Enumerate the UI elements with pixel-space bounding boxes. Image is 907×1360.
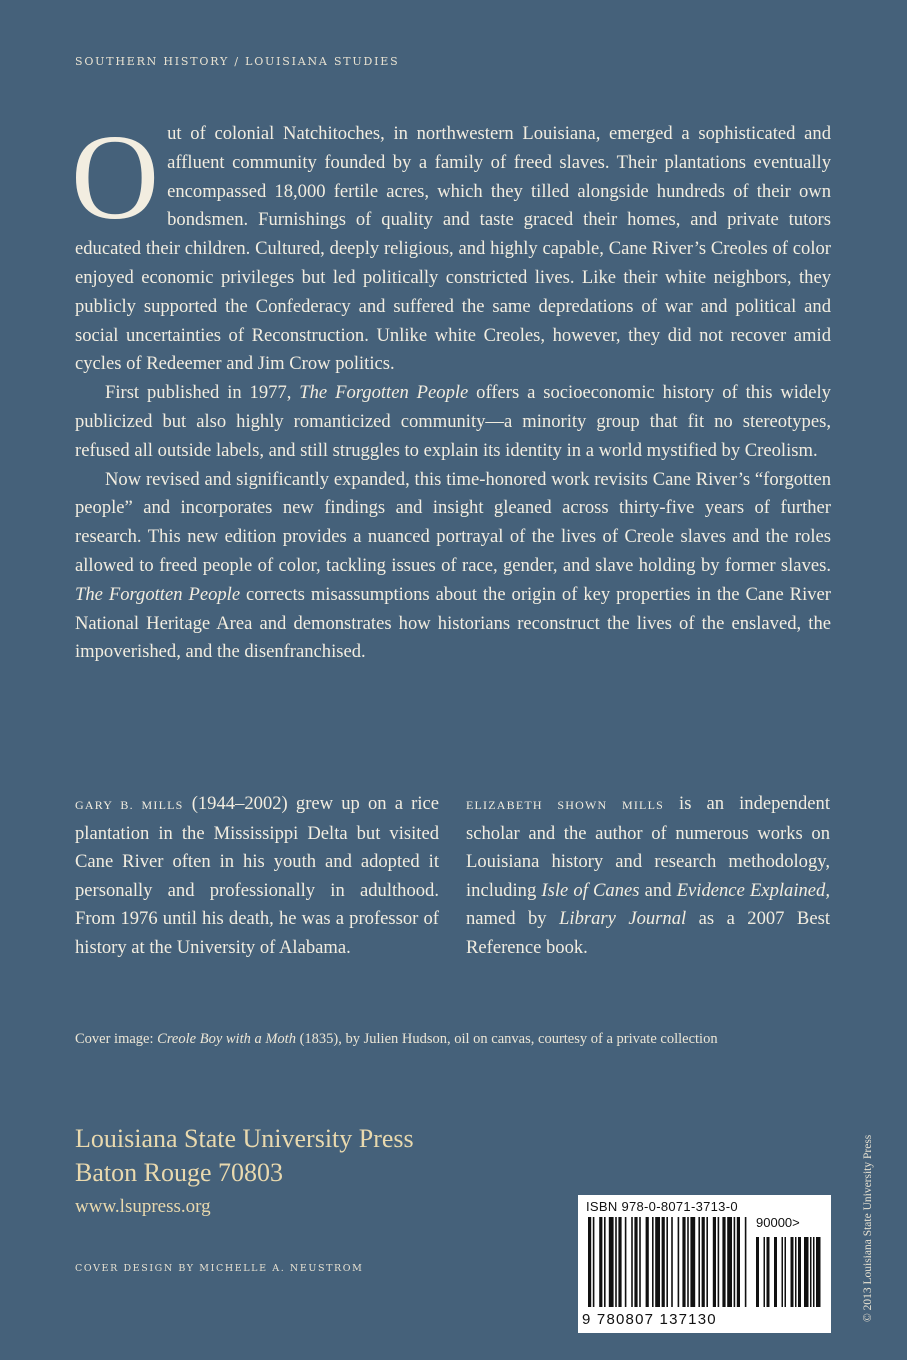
author-bio-gary <box>75 790 439 963</box>
cover-image-credit <box>75 1031 835 1048</box>
publisher-block <box>75 1122 414 1190</box>
publisher-url[interactable]: www.lsupress.org <box>75 1196 211 1217</box>
copyright-notice: © 2013 Louisiana State University Press <box>862 1134 874 1322</box>
publisher-city: Baton Rouge 70803 <box>75 1158 283 1187</box>
publisher-name: Louisiana State University Press <box>75 1124 414 1153</box>
barcode-icon <box>588 1217 824 1311</box>
author-name: GARY B. MILLS <box>75 798 184 812</box>
credit-suffix: (1835), by Julien Hudson, oil on canvas, courtesy of a private collection <box>295 1031 718 1047</box>
book-title-italic: The Forgotten People <box>299 382 469 404</box>
description-paragraph-1 <box>71 110 831 379</box>
author-bio-text: named by <box>466 908 560 930</box>
barcode-digits: 9 780807 137130 <box>582 1311 717 1328</box>
description-p3-b: corrects misassumptions about the origin of key properties in the Cane River National Heritage Area and demonstrates how historians reconstruct the lives of the enslaved, the impoverished, and the disenfranchised. <box>75 583 831 663</box>
book-description <box>71 110 831 667</box>
author-name: ELIZABETH SHOWN MILLS <box>466 798 664 812</box>
credit-prefix: Cover image: <box>75 1031 158 1047</box>
drop-cap: O <box>71 110 160 245</box>
author-bio-elizabeth <box>466 790 830 963</box>
book-title-italic: The Forgotten People <box>75 583 241 605</box>
work-title: Library Journal <box>559 908 687 930</box>
description-paragraph-2 <box>75 379 831 465</box>
description-p1-text: ut of colonial Natchitoches, in northwestern Louisiana, emerged a sophisticated and affluent community founded by a family of freed slaves. Their plantations eventually encompassed 18,000 fertile acres, which they tilled alongside hundreds of their own bondsmen. Furnishings of quality and taste graced their homes, and private tutors educated their children. Cultured, deeply religious, and highly capable, Cane River’s Creoles of color enjoyed economic privileges but led politically constricted lives. Like their white neighbors, they publicly supported the Confederacy and suffered the same depredations of war and political and social uncertainties of Reconstruction. Unlike white Creoles, however, they did not recover amid cycles of Redeemer and Jim Crow politics. <box>75 123 831 375</box>
author-bio-text: is an independent scholar and the author of numerous works on Louisiana history and research methodology, including <box>466 793 830 901</box>
isbn-barcode <box>578 1195 831 1333</box>
author-bio-text: and <box>639 879 677 901</box>
cover-design-credit: COVER DESIGN BY MICHELLE A. NEUSTROM <box>75 1263 364 1274</box>
author-bio-text: as a 2007 Best Reference book. <box>466 908 830 958</box>
price-addon-text: 90000> <box>756 1215 800 1230</box>
isbn-text: ISBN 978-0-8071-3713-0 <box>586 1199 738 1214</box>
description-p2-b: offers a socioeconomic history of this widely publicized but also highly romanticized community—a minority group that fit no stereotypes, refused all outside labels, and still struggles to explain its identity in a world mystified by Creolism. <box>75 382 831 461</box>
work-title: Evidence Explained, <box>676 879 831 901</box>
category-label: SOUTHERN HISTORY / LOUISIANA STUDIES <box>75 55 400 68</box>
painting-title: Creole Boy with a Moth <box>157 1031 296 1047</box>
description-p3-a: Now revised and significantly expanded, this time-honored work revisits Cane River’s “forgotten people” and incorporates new findings and insight gleaned across thirty-five years of further research. This new edition provides a nuanced portrayal of the lives of Creole slaves and the roles allowed to freed people of color, tackling issues of race, gender, and slave holding by former slaves. <box>75 468 831 576</box>
description-p2-a: First published in 1977, <box>105 382 300 404</box>
description-paragraph-3 <box>75 466 831 668</box>
work-title: Isle of Canes <box>541 879 640 901</box>
author-bio-text: (1944–2002) grew up on a rice plantation in the Mississippi Delta but visited Cane River often in his youth and adopted it personally and professionally in adulthood. From 1976 until his death, he was a professor of history at the University of Alabama. <box>75 793 440 958</box>
